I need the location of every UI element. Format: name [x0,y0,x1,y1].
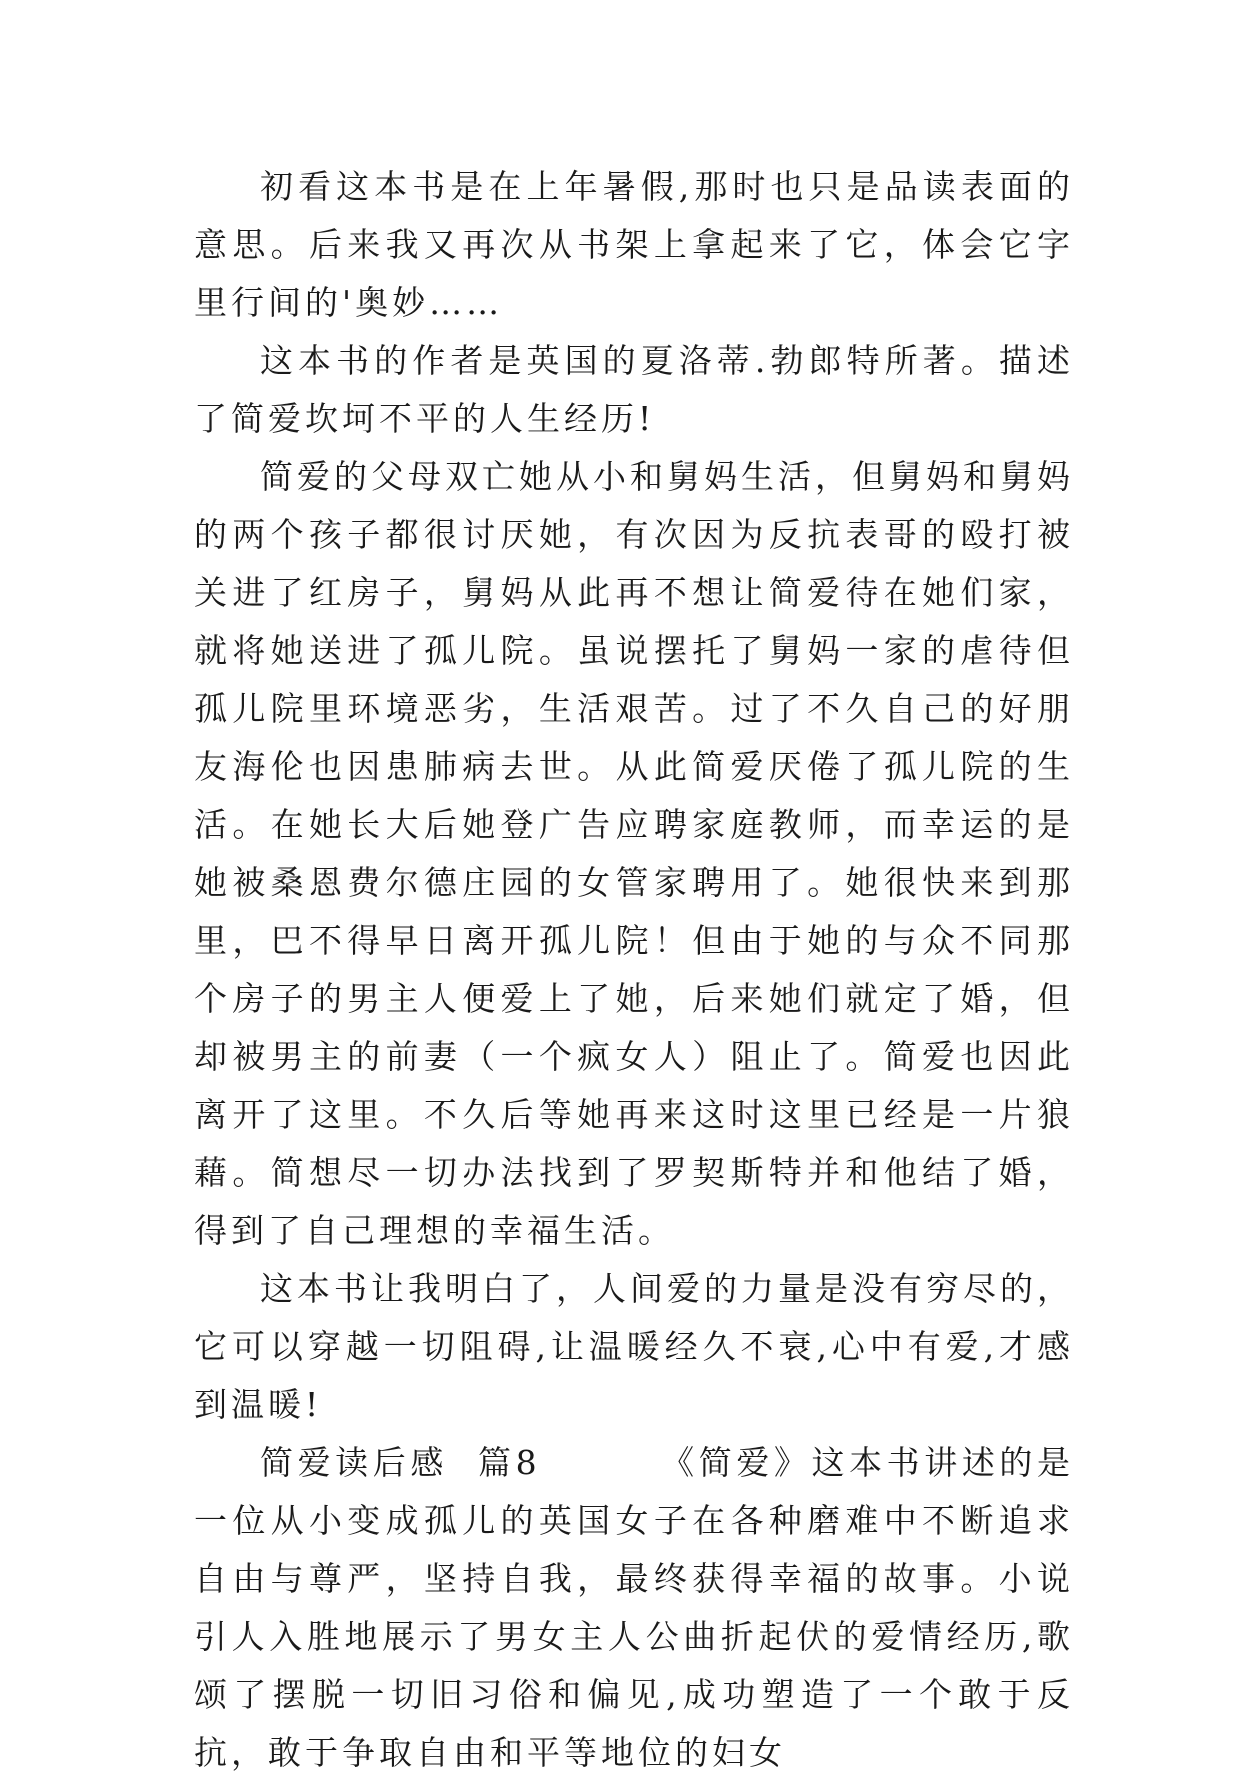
paragraph-intro: 初看这本书是在上年暑假,那时也只是品读表面的意思。后来我又再次从书架上拿起来了它，体会它字里行间的'奥妙…… [194,167,1074,322]
paragraph-reflection: 这本书让我明白了，人间爱的力量是没有穷尽的，它可以穿越一切阻碍,让温暖经久不衰,心中有爱,才感到温暖! [194,1269,1074,1424]
paragraph-author: 这本书的作者是英国的夏洛蒂.勃郎特所著。描述了简爱坎坷不平的人生经历! [194,341,1074,438]
document-body [194,158,1074,1782]
paragraph-plot: 简爱的父母双亡她从小和舅妈生活，但舅妈和舅妈的两个孩子都很讨厌她，有次因为反抗表哥的殴打被关进了红房子，舅妈从此再不想让简爱待在她们家，就将她送进了孤儿院。虽说摆托了舅妈一家的虐待但孤儿院里环境恶劣，生活艰苦。过了不久自己的好朋友海伦也因患肺病去世。从此简爱厌倦了孤儿院的生活。在她长大后她登广告应聘家庭教师，而幸运的是她被桑恩费尔德庄园的女管家聘用了。她很快来到那里，巴不得早日离开孤儿院！但由于她的与众不同那个房子的男主人便爱上了她，后来她们就定了婚，但却被男主的前妻（一个疯女人）阻止了。简爱也因此离开了这里。不久后等她再来这时这里已经是一片狼藉。简想尽一切办法找到了罗契斯特并和他结了婚，得到了自己理想的幸福生活。 [194,457,1074,1250]
paragraph-essay-8: 简爱读后感 篇8 《简爱》这本书讲述的是一位从小变成孤儿的英国女子在各种磨难中不断追求自由与尊严，坚持自我，最终获得幸福的故事。小说引人入胜地展示了男女主人公曲折起伏的爱情经历,歌颂了摆脱一切旧习俗和偏见,成功塑造了一个敢于反抗，敢于争取自由和平等地位的妇女 [194,1443,1074,1772]
